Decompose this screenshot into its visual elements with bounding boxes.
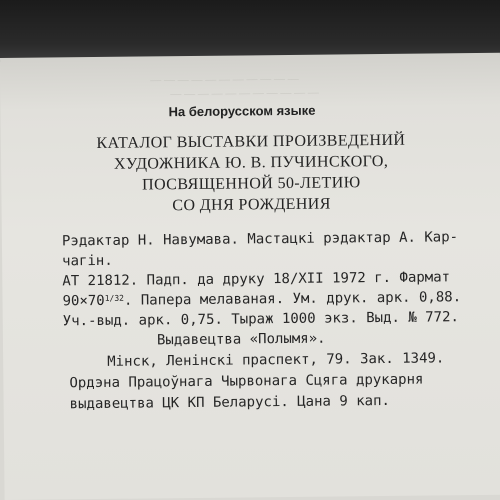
title-line-3: ПОСВЯЩЕННОЙ 50-ЛЕТИЮ xyxy=(142,174,361,194)
format-prefix: 90×70 xyxy=(62,292,105,310)
title-line-4: СО ДНЯ РОЖДЕНИЯ xyxy=(172,195,331,215)
language-note: На белорусском языке xyxy=(168,102,316,120)
publisher-line: Выдавецтва «Полымя». xyxy=(156,330,326,349)
printer-line-1: Ордэна Працоўнага Чырвонага Сцяга друкарня xyxy=(69,371,424,392)
printer-line-2: выдавецтва ЦК КП Беларусі. Цана 9 кап. xyxy=(69,392,390,413)
editors-line-1: Рэдактар Н. Навумава. Мастацкі рэдактар А. Кар- xyxy=(61,229,459,250)
title-line-2: ХУДОЖНИКА Ю. В. ПУЧИНСКОГО, xyxy=(113,152,389,173)
editors-line-2: чагін. xyxy=(62,252,113,270)
format-fraction: 1/32 xyxy=(104,293,124,303)
show-through-text: — — — — — — — — — — — xyxy=(170,86,319,101)
print-info-line-2 xyxy=(62,289,461,309)
show-through-text: — — — — — — — — — — — xyxy=(150,72,299,87)
print-info-line-3: Уч.-выд. арк. 0,75. Тыраж 1000 экз. Выд. № 772. xyxy=(62,309,459,330)
title-line-1: КАТАЛОГ ВЫСТАВКИ ПРОИЗВЕДЕНИЙ xyxy=(96,131,406,152)
imprint-page xyxy=(0,53,500,500)
address-line: Мінск, Ленінскі праспект, 79. Зак. 1349. xyxy=(107,350,445,370)
print-info-line-2-rest: . Папера мелаваная. Ум. друк. арк. 0,88. xyxy=(123,289,462,309)
print-info-line-1: АТ 21812. Падп. да друку 18/XII 1972 г. Фармат xyxy=(62,269,451,290)
